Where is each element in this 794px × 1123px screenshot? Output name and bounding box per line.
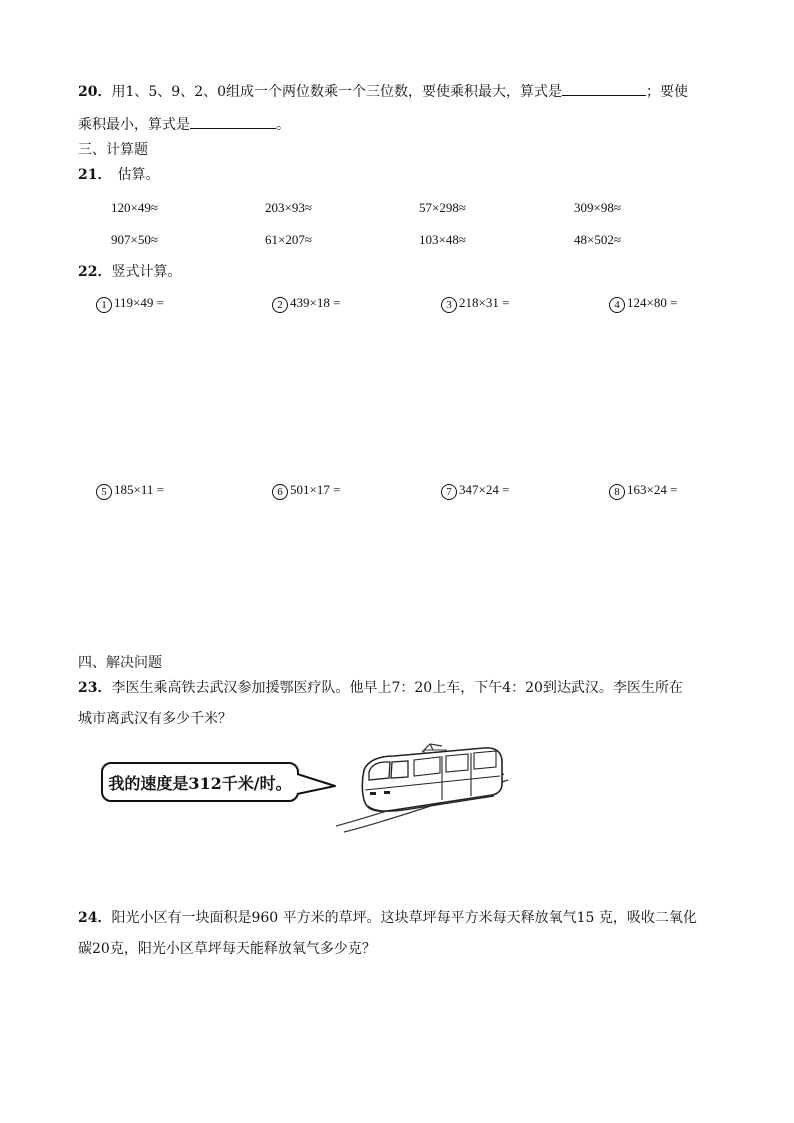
q23-line1 (78, 678, 683, 698)
q22-heading (78, 262, 181, 282)
q20-text-3: 乘积最小，算式是 (78, 117, 190, 133)
q24-number: 24． (78, 910, 112, 926)
q22-number: 22． (78, 264, 112, 280)
q22-title: 竖式计算。 (111, 264, 182, 280)
q22-item-2 (272, 294, 340, 313)
q20-answer-blank-max[interactable] (562, 80, 646, 96)
q22-expression: 218×31 = (459, 295, 510, 310)
speech-bubble-tail (297, 772, 339, 798)
q23-text-1: 李医生乘高铁去武汉参加援鄂医疗队。他早上7：20上车，下午4：20到达武汉。李医生所在 (111, 680, 683, 696)
q21-heading (78, 165, 159, 185)
section-3-heading: 三、计算题 (78, 142, 148, 158)
circled-number: 5 (96, 484, 112, 500)
q21-item-5: 907×50≈ (111, 232, 158, 247)
q20-line2 (78, 113, 290, 135)
circled-number: 2 (272, 297, 288, 313)
q21-item-7: 103×48≈ (419, 232, 466, 247)
q21-item-6: 61×207≈ (265, 232, 312, 247)
q22-expression: 439×18 = (290, 295, 341, 310)
q22-item-7 (441, 481, 509, 500)
q22-expression: 347×24 = (459, 482, 510, 497)
q20-line1 (78, 80, 688, 102)
circled-number: 6 (272, 484, 288, 500)
q24-line1 (78, 908, 697, 928)
q22-item-3 (441, 294, 509, 313)
q22-item-6 (272, 481, 340, 500)
q21-number: 21． (78, 167, 112, 183)
q21-item-4: 309×98≈ (574, 200, 621, 215)
circled-number: 7 (441, 484, 457, 500)
q21-item-2: 203×93≈ (265, 200, 312, 215)
q22-item-1 (96, 294, 164, 313)
q24-text-1: 阳光小区有一块面积是960 平方米的草坪。这块草坪每平方米每天释放氧气15 克，吸收二氧化 (111, 910, 697, 926)
section-4-heading: 四、解决问题 (78, 655, 162, 671)
q22-item-4 (609, 294, 677, 313)
circled-number: 1 (96, 297, 112, 313)
q22-expression: 185×11 = (114, 482, 164, 497)
q21-item-8: 48×502≈ (574, 232, 621, 247)
circled-number: 4 (609, 297, 625, 313)
q21-title: 估算。 (117, 167, 160, 183)
q21-item-1: 120×49≈ (111, 200, 158, 215)
q24-line2: 碳20克，阳光小区草坪每天能释放氧气多少克？ (78, 941, 376, 957)
q23-line2: 城市离武汉有多少千米？ (78, 711, 232, 727)
circled-number: 8 (609, 484, 625, 500)
circled-number: 3 (441, 297, 457, 313)
speech-bubble-text: 我的速度是312千米/时。 (108, 773, 292, 793)
q22-expression: 163×24 = (627, 482, 678, 497)
q20-text-4: 。 (276, 117, 290, 133)
q21-item-3: 57×298≈ (419, 200, 466, 215)
q23-number: 23． (78, 680, 112, 696)
q22-item-5 (96, 481, 164, 500)
q22-expression: 119×49 = (114, 295, 164, 310)
q20-text-2: ；要使 (646, 84, 689, 100)
q20-answer-blank-min[interactable] (190, 113, 276, 129)
q22-item-8 (609, 481, 677, 500)
q22-expression: 124×80 = (627, 295, 678, 310)
speech-bubble (101, 762, 299, 802)
q20-number: 20． (78, 84, 112, 100)
q22-expression: 501×17 = (290, 482, 341, 497)
train-illustration (334, 740, 510, 834)
q20-text-1: 用1、5、9、2、0组成一个两位数乘一个三位数，要使乘积最大，算式是 (111, 84, 563, 100)
